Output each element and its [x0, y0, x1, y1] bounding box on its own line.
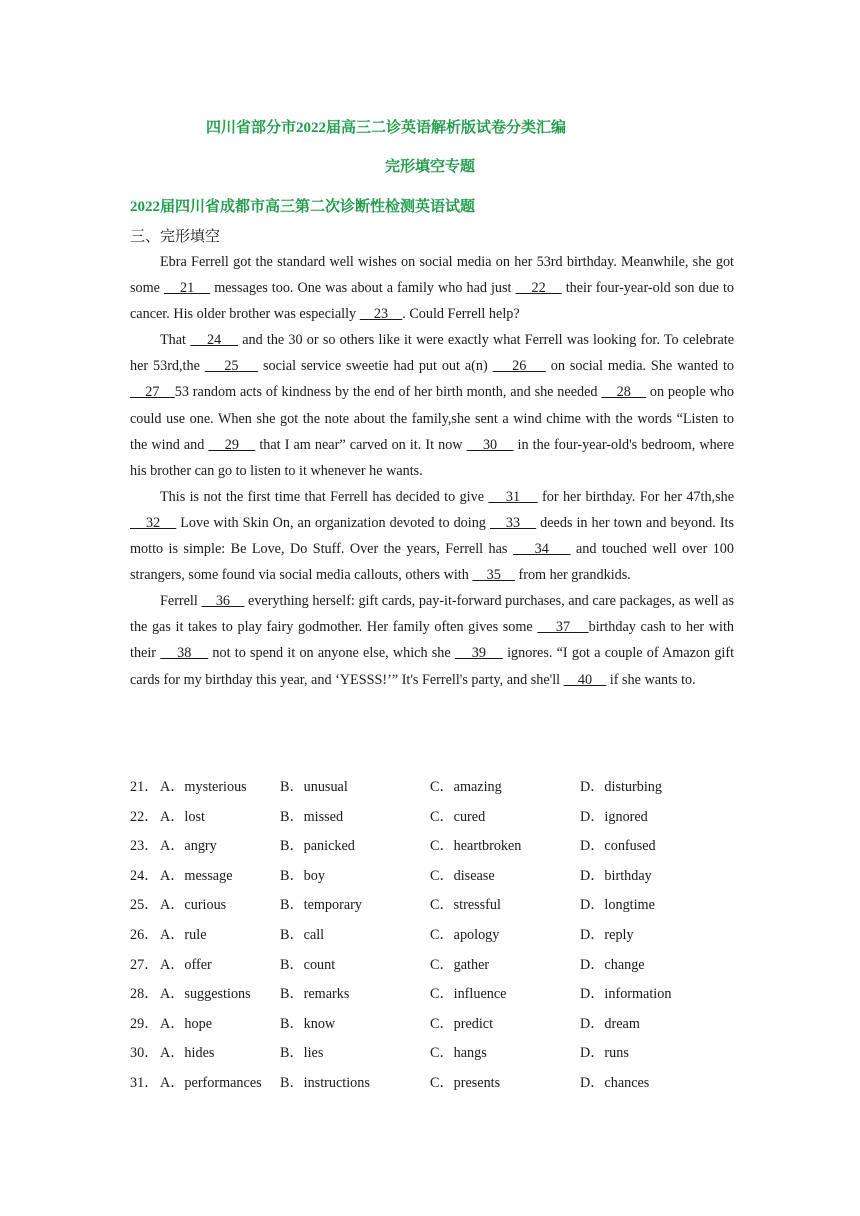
- option-a: A．hope: [160, 1015, 213, 1032]
- option-b: B．count: [280, 956, 336, 973]
- question-number: 27．: [130, 956, 159, 973]
- option-b: B．lies: [280, 1045, 324, 1062]
- passage-text: Love with Skin On, an organization devoted to doing: [176, 514, 490, 531]
- passage-text: 53 random acts of kindness by the end of her birth month, and she needed: [174, 384, 602, 401]
- question-row: [130, 893, 730, 923]
- passage-paragraph-1: [130, 249, 734, 327]
- option-d: D．change: [580, 956, 645, 973]
- option-b: B．instructions: [280, 1074, 370, 1091]
- option-b: B．remarks: [280, 986, 350, 1003]
- option-a: A．mysterious: [160, 779, 247, 795]
- blank-31: 31: [488, 488, 538, 505]
- passage-text: that I am near” carved on it. It now: [255, 436, 467, 453]
- passage-text: for her birthday. For her 47th,she: [537, 488, 734, 505]
- option-d: D．ignored: [580, 808, 648, 825]
- passage-text: not to spend it on anyone else, which she: [208, 645, 455, 662]
- option-b: B．unusual: [280, 779, 348, 795]
- passage-paragraph-3: [130, 484, 734, 588]
- question-row: [130, 834, 730, 864]
- passage-text: This is not the first time that Ferrell has decided to give: [160, 488, 489, 505]
- option-d: D．chances: [580, 1074, 650, 1091]
- option-c: C．presents: [430, 1074, 501, 1091]
- blank-30: 30: [466, 436, 514, 453]
- option-b: B．temporary: [280, 897, 362, 914]
- option-c: C．stressful: [430, 897, 501, 914]
- option-c: C．cured: [430, 808, 486, 825]
- passage-text: deeds in her town and beyond. Its motto is simple: Be Love, Do Stuff. Over the years, Ferrell has: [130, 514, 735, 558]
- blank-24: 24: [190, 332, 238, 349]
- passage-text: Ebra Ferrell got the standard well wishes on social media on her 53rd birthday. Meanwhile, she got some: [130, 254, 734, 297]
- question-number: 21．: [130, 779, 159, 795]
- question-row: [130, 953, 730, 983]
- option-d: D．disturbing: [580, 779, 662, 795]
- option-a: A．performances: [160, 1074, 262, 1091]
- cloze-passage: [130, 249, 734, 693]
- option-c: C．influence: [430, 986, 507, 1003]
- blank-38: 38: [160, 645, 209, 662]
- question-number: 24．: [130, 867, 159, 884]
- blank-33: 33: [489, 514, 537, 531]
- option-d: D．longtime: [580, 897, 655, 914]
- passage-text: if she wants to.: [606, 671, 696, 688]
- option-a: A．angry: [160, 838, 217, 855]
- option-d: D．confused: [580, 838, 656, 855]
- question-row: [130, 1041, 730, 1071]
- question-number: 23．: [130, 838, 159, 855]
- option-a: A．curious: [160, 897, 227, 914]
- passage-text: That: [160, 332, 191, 349]
- option-d: D．reply: [580, 926, 634, 943]
- passage-text: everything herself: gift cards, pay-it-forward purchases, and care packages, as well as the gas it takes to play fairy godmother. Her family often gives some: [130, 593, 734, 636]
- passage-text: . Could Ferrell help?: [402, 306, 520, 323]
- passage-text: their four-year-old son due to cancer. His older brother was especially: [130, 280, 735, 323]
- question-row: [130, 805, 730, 835]
- option-d: D．dream: [580, 1015, 640, 1032]
- passage-text: social service sweetie had put out a(n): [258, 358, 493, 375]
- option-a: A．rule: [160, 926, 207, 943]
- blank-23: 23: [359, 306, 403, 323]
- question-number: 30．: [130, 1045, 159, 1062]
- blank-27: 27: [130, 384, 175, 401]
- blank-26: 26: [492, 358, 546, 375]
- passage-text: messages too. One was about a family who had just: [210, 280, 516, 297]
- passage-paragraph-2: [130, 327, 734, 484]
- option-b: B．know: [280, 1015, 336, 1032]
- option-b: B．panicked: [280, 838, 355, 855]
- exam-title: 2022届四川省成都市高三第二次诊断性检测英语试题: [130, 199, 476, 215]
- option-d: D．information: [580, 986, 672, 1003]
- blank-29: 29: [208, 436, 256, 453]
- blank-22: 22: [515, 280, 562, 297]
- question-row: [130, 1012, 730, 1042]
- option-a: A．suggestions: [160, 986, 251, 1003]
- blank-21: 21: [163, 280, 211, 297]
- blank-25: 25: [204, 358, 259, 375]
- option-a: A．offer: [160, 956, 212, 973]
- passage-text: from her grandkids.: [514, 567, 631, 584]
- option-c: C．gather: [430, 956, 490, 973]
- blank-40: 40: [563, 671, 607, 688]
- option-c: C．heartbroken: [430, 838, 522, 855]
- question-number: 25．: [130, 897, 159, 914]
- question-row: [130, 982, 730, 1012]
- document-subtitle: 完形填空专题: [384, 159, 475, 175]
- option-c: C．disease: [430, 867, 495, 884]
- blank-39: 39: [454, 645, 503, 662]
- question-row: [130, 775, 730, 805]
- question-row: [130, 1071, 730, 1101]
- blank-34: 34: [512, 541, 571, 558]
- question-number: 28．: [130, 986, 159, 1003]
- option-c: C．apology: [430, 926, 500, 943]
- option-c: C．hangs: [430, 1045, 487, 1062]
- option-a: A．lost: [160, 808, 205, 825]
- passage-text: birthday cash to her with their: [130, 619, 735, 662]
- option-c: C．amazing: [430, 779, 502, 795]
- option-a: A．hides: [160, 1045, 215, 1062]
- blank-37: 37: [537, 619, 589, 636]
- blank-28: 28: [601, 384, 647, 401]
- option-b: B．call: [280, 926, 325, 943]
- question-number: 31．: [130, 1074, 159, 1091]
- passage-text: in the four-year-old's bedroom, where his brother can go to listen to it whenever he wants.: [130, 436, 734, 479]
- passage-text: and touched well over 100 strangers, some found via social media callouts, others with: [130, 541, 734, 584]
- answer-options: [130, 775, 730, 1101]
- question-row: [130, 864, 730, 894]
- document-title: 四川省部分市2022届高三二诊英语解析版试卷分类汇编: [206, 120, 567, 136]
- passage-text: on social media. She wanted to: [545, 358, 734, 375]
- passage-text: Ferrell: [160, 593, 202, 610]
- question-number: 26．: [130, 926, 159, 943]
- question-number: 29．: [130, 1015, 159, 1032]
- option-b: B．missed: [280, 808, 344, 825]
- passage-text: and the 30 or so others like it were exactly what Ferrell was looking for. To celebrate her 53rd,the: [130, 332, 735, 375]
- option-b: B．boy: [280, 867, 325, 884]
- blank-36: 36: [201, 593, 245, 610]
- option-c: C．predict: [430, 1015, 494, 1032]
- passage-text: on people who could use one. When she got the note about the family,she sent a wind chime with the words “Listen to the wind and: [130, 384, 735, 453]
- option-d: D．runs: [580, 1045, 629, 1062]
- option-a: A．message: [160, 867, 233, 884]
- option-d: D．birthday: [580, 867, 652, 884]
- blank-35: 35: [472, 567, 515, 584]
- blank-32: 32: [130, 514, 177, 531]
- passage-paragraph-4: [130, 588, 734, 692]
- question-number: 22．: [130, 808, 159, 825]
- section-heading: 三、完形填空: [130, 229, 221, 245]
- passage-text: ignores. “I got a couple of Amazon gift cards for my birthday this year, and ‘YESSS!’” It's Ferrell's party, and she'll: [130, 645, 735, 688]
- question-row: [130, 923, 730, 953]
